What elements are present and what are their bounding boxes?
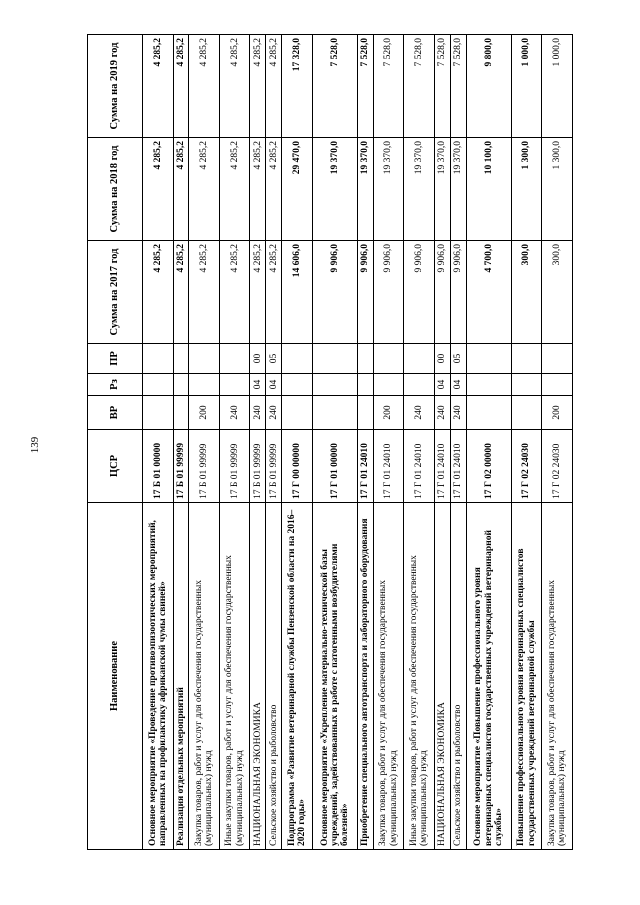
row-rz: 04 [250,374,266,396]
row-name: Основное мероприятие «Укрепление материально-технической базы учреждений, задействованных в работе с патогенными возбудителями болезней» [312,503,357,850]
row-vr [312,396,357,430]
row-2017: 14 606,0 [282,241,313,344]
row-csr: 17 Б 01 99999 [250,430,266,503]
row-2018: 19 370,0 [404,138,435,241]
row-2017: 300,0 [542,241,573,344]
table-header-row [88,35,143,850]
row-2017: 9 906,0 [373,241,404,344]
row-vr: 240 [404,396,435,430]
row-rz [189,374,220,396]
row-rz: 04 [434,374,450,396]
row-csr: 17 Б 01 99999 [219,430,250,503]
table-row [312,35,357,850]
table-row [143,35,174,850]
row-2019: 7 528,0 [404,35,435,138]
row-2019: 1 000,0 [511,35,542,138]
row-2017: 9 906,0 [404,241,435,344]
row-name: Реализация отдельных мероприятий [173,503,189,850]
row-rz [173,374,189,396]
row-2017: 300,0 [511,241,542,344]
table-row [404,35,435,850]
row-rz [542,374,573,396]
row-rz [282,374,313,396]
table-row [266,35,282,850]
row-2019: 7 528,0 [357,35,373,138]
row-name: Повышение профессионального уровня ветеринарных специалистов государственных учреждений ветеринарной службы [511,503,542,850]
row-2019: 7 528,0 [373,35,404,138]
row-vr [466,396,511,430]
row-name: Основное мероприятие «Проведение противоэпизоотических мероприятий, направленных на профилактику африканской чумы свиней» [143,503,174,850]
row-name: Приобретение специального автотранспорта и лабораторного оборудования [357,503,373,850]
row-2019: 9 800,0 [466,35,511,138]
row-pr [189,344,220,374]
row-rz [373,374,404,396]
row-csr: 17 Г 02 24030 [542,430,573,503]
row-2018: 19 370,0 [450,138,466,241]
row-csr: 17 Г 01 24010 [357,430,373,503]
row-2019: 4 285,2 [143,35,174,138]
header-2019: Сумма на 2019 год [88,35,143,138]
row-vr: 240 [250,396,266,430]
row-rz: 04 [266,374,282,396]
row-vr: 200 [542,396,573,430]
row-name: Иные закупки товаров, работ и услуг для обеспечения государственных (муниципальных) нужд [219,503,250,850]
row-pr [219,344,250,374]
row-vr: 240 [450,396,466,430]
row-csr: 17 Б 01 99999 [189,430,220,503]
row-2018: 4 285,2 [189,138,220,241]
table-row [373,35,404,850]
row-name: НАЦИОНАЛЬНАЯ ЭКОНОМИКА [250,503,266,850]
table-row [219,35,250,850]
header-csr: ЦСР [88,430,143,503]
row-vr: 240 [434,396,450,430]
header-2017: Сумма на 2017 год [88,241,143,344]
row-vr [143,396,174,430]
row-2017: 4 285,2 [143,241,174,344]
row-csr: 17 Б 01 99999 [266,430,282,503]
row-name: Иные закупки товаров, работ и услуг для обеспечения государственных (муниципальных) нужд [404,503,435,850]
row-2017: 4 285,2 [189,241,220,344]
row-2018: 1 300,0 [511,138,542,241]
row-2019: 17 328,0 [282,35,313,138]
table-row [282,35,313,850]
row-2019: 4 285,2 [219,35,250,138]
table-row [542,35,573,850]
row-vr [511,396,542,430]
row-2018: 19 370,0 [312,138,357,241]
row-2018: 4 285,2 [173,138,189,241]
table-row [511,35,542,850]
row-2018: 10 100,0 [466,138,511,241]
table-row [466,35,511,850]
row-csr: 17 Г 02 00000 [466,430,511,503]
row-pr [312,344,357,374]
row-rz [357,374,373,396]
header-name: Наименование [88,503,143,850]
table-row [450,35,466,850]
row-2018: 1 300,0 [542,138,573,241]
row-2017: 9 906,0 [312,241,357,344]
row-vr: 200 [189,396,220,430]
row-pr [357,344,373,374]
row-pr: 00 [434,344,450,374]
row-rz [466,374,511,396]
row-2018: 4 285,2 [266,138,282,241]
row-2019: 4 285,2 [189,35,220,138]
row-csr: 17 Г 01 24010 [373,430,404,503]
row-name: Подпрограмма «Развитие ветеринарной службы Пензенской области на 2016–2020 годы» [282,503,313,850]
row-2017: 4 285,2 [219,241,250,344]
row-vr [173,396,189,430]
row-2017: 4 285,2 [250,241,266,344]
row-name: НАЦИОНАЛЬНАЯ ЭКОНОМИКА [434,503,450,850]
row-name: Основное мероприятие «Повышение профессионального уровня ветеринарных специалистов государственных учреждений ветеринарной службы» [466,503,511,850]
row-rz [143,374,174,396]
row-pr [466,344,511,374]
row-2019: 7 528,0 [434,35,450,138]
row-csr: 17 Б 01 00000 [143,430,174,503]
table-row [189,35,220,850]
row-2019: 7 528,0 [312,35,357,138]
row-2019: 1 000,0 [542,35,573,138]
row-csr: 17 Б 01 99999 [173,430,189,503]
row-vr: 200 [373,396,404,430]
header-pr: ПР [88,344,143,374]
row-rz [312,374,357,396]
row-name: Закупка товаров, работ и услуг для обеспечения государственных (муниципальных) нужд [542,503,573,850]
row-2017: 4 285,2 [173,241,189,344]
row-name: Закупка товаров, работ и услуг для обеспечения государственных (муниципальных) нужд [189,503,220,850]
row-2018: 4 285,2 [250,138,266,241]
header-rz: Рз [88,374,143,396]
row-2018: 19 370,0 [373,138,404,241]
rotated-table-wrapper [87,35,573,850]
row-2017: 4 285,2 [266,241,282,344]
row-pr: 05 [266,344,282,374]
row-2018: 4 285,2 [219,138,250,241]
row-pr [404,344,435,374]
row-vr [282,396,313,430]
header-vr: ВР [88,396,143,430]
row-pr [373,344,404,374]
row-2019: 4 285,2 [266,35,282,138]
row-name: Закупка товаров, работ и услуг для обеспечения государственных (муниципальных) нужд [373,503,404,850]
row-2017: 4 700,0 [466,241,511,344]
row-pr: 00 [250,344,266,374]
row-rz [511,374,542,396]
row-2017: 9 906,0 [357,241,373,344]
row-pr [511,344,542,374]
row-rz [404,374,435,396]
budget-table [87,34,573,850]
header-2018: Сумма на 2018 год [88,138,143,241]
row-csr: 17 Г 01 24010 [434,430,450,503]
row-pr [542,344,573,374]
row-name: Сельское хозяйство и рыболовство [450,503,466,850]
row-csr: 17 Г 00 00000 [282,430,313,503]
row-rz [219,374,250,396]
row-csr: 17 Г 01 24010 [450,430,466,503]
row-csr: 17 Г 02 24030 [511,430,542,503]
row-2019: 4 285,2 [250,35,266,138]
row-vr: 240 [219,396,250,430]
row-csr: 17 Г 01 24010 [404,430,435,503]
table-row [250,35,266,850]
row-2018: 4 285,2 [143,138,174,241]
row-vr: 240 [266,396,282,430]
row-2018: 29 470,0 [282,138,313,241]
row-name: Сельское хозяйство и рыболовство [266,503,282,850]
row-2018: 19 370,0 [434,138,450,241]
row-pr [143,344,174,374]
table-row [357,35,373,850]
row-pr [173,344,189,374]
row-2017: 9 906,0 [434,241,450,344]
page-number: 139 [29,436,41,454]
row-vr [357,396,373,430]
row-pr: 05 [450,344,466,374]
table-row [173,35,189,850]
row-csr: 17 Г 01 00000 [312,430,357,503]
row-2019: 7 528,0 [450,35,466,138]
table-row [434,35,450,850]
row-2019: 4 285,2 [173,35,189,138]
row-rz: 04 [450,374,466,396]
row-pr [282,344,313,374]
row-2018: 19 370,0 [357,138,373,241]
row-2017: 9 906,0 [450,241,466,344]
